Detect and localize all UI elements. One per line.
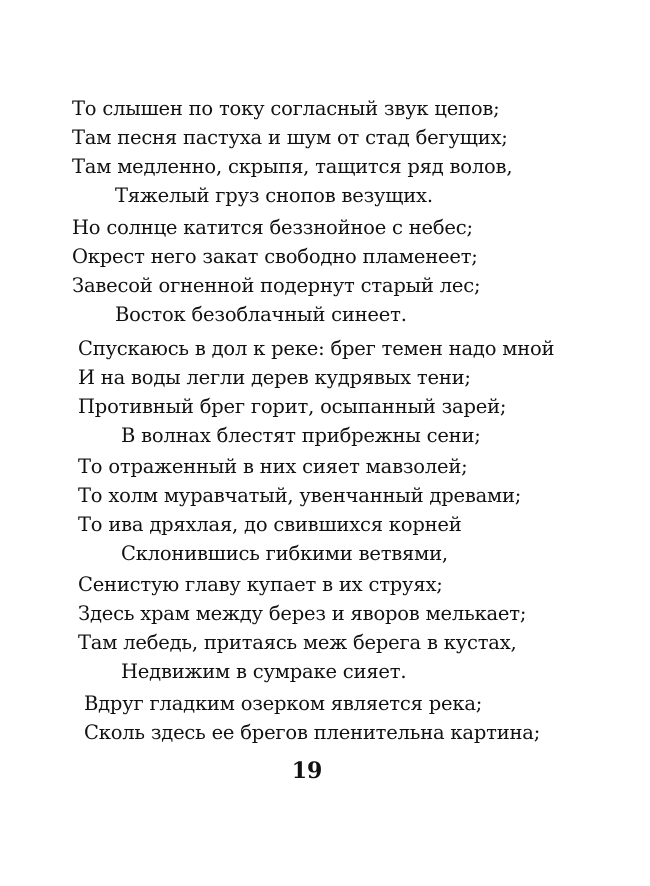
poem-line: Окрест него закат свободно пламенеет; — [72, 245, 478, 268]
poem-line: Сенистую главу купает в их струях; — [78, 573, 443, 596]
stanza-1 — [72, 94, 512, 210]
stanza-3 — [78, 334, 554, 450]
poem-line: Там песня пастуха и шум от стад бегущих; — [72, 126, 508, 149]
poem-line: То слышен по току согласный звук цепов; — [72, 97, 500, 120]
poem-line: И на воды легли дерев кудрявых тени; — [78, 366, 471, 389]
stanza-5 — [78, 570, 526, 686]
poem-line-indented: Тяжелый груз снопов везущих. — [115, 184, 433, 207]
poem-line: То ива дряхлая, до свившихся корней — [78, 513, 462, 536]
stanza-6 — [84, 689, 540, 747]
poem-line: Завесой огненной подернут старый лес; — [72, 274, 481, 297]
poem-line: Там медленно, скрыпя, тащится ряд волов, — [72, 155, 513, 178]
poem-line-indented: В волнах блестят прибрежны сени; — [121, 424, 481, 447]
poem-line: Но солнце катится беззнойное с небес; — [72, 216, 473, 239]
page-number: 19 — [291, 758, 323, 784]
poem-line: Сколь здесь ее брегов пленительна картина; — [84, 721, 541, 744]
poem-line-indented: Склонившись гибкими ветвями, — [121, 542, 448, 565]
poem-line-indented: Восток безоблачный синеет. — [115, 303, 407, 326]
poem-line: Вдруг гладким озерком является река; — [84, 692, 483, 715]
poem-line-indented: Недвижим в сумраке сияет. — [121, 660, 407, 683]
poem-line: То холм муравчатый, увенчанный древами; — [78, 484, 522, 507]
stanza-4 — [78, 452, 521, 568]
poem-line: Здесь храм между берез и яворов мелькает; — [78, 602, 527, 625]
poem-line: Противный брег горит, осыпанный зарей; — [78, 395, 507, 418]
poem-line: То отраженный в них сияет мавзолей; — [78, 455, 468, 478]
poem-line: Спускаюсь в дол к реке: брег темен надо мной — [78, 337, 555, 360]
poem-line: Там лебедь, притаясь меж берега в кустах, — [78, 631, 517, 654]
stanza-2 — [72, 213, 480, 329]
